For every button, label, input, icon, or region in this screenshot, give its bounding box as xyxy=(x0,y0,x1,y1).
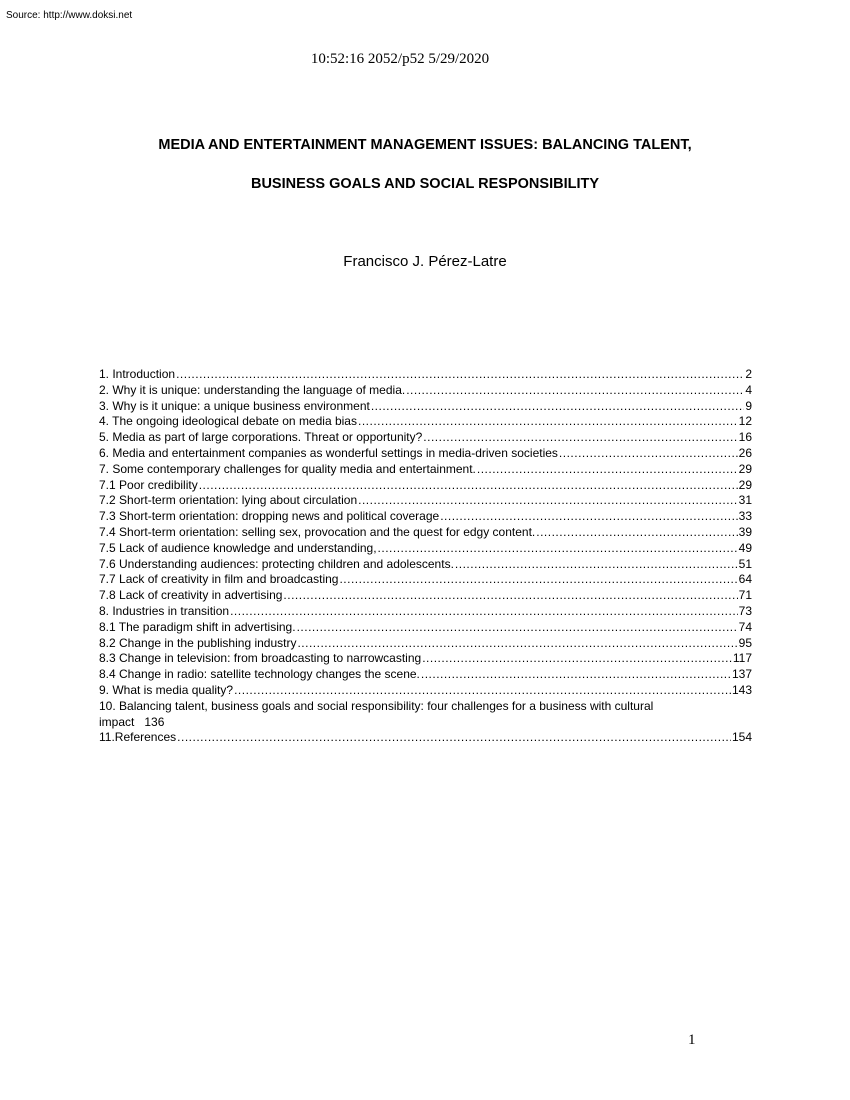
toc-entry: 5. Media as part of large corporations. Threat or opportunity? ..... 16 xyxy=(99,430,752,446)
timestamp-header: 10:52:16 2052/p52 5/29/2020 xyxy=(310,51,490,67)
toc-entry: 1. Introduction ..... 2 xyxy=(99,367,752,383)
toc-entry: 8. Industries in transition ..... 73 xyxy=(99,604,752,620)
toc-entry: 3. Why is it unique: a unique business environment ..... 9 xyxy=(99,399,752,415)
toc-entry: 8.3 Change in television: from broadcasting to narrowcasting ..... 117 xyxy=(99,651,752,667)
document-title-line-1: MEDIA AND ENTERTAINMENT MANAGEMENT ISSUES: BALANCING TALENT, xyxy=(158,137,692,153)
source-line: Source: http://www.doksi.net xyxy=(6,10,133,21)
toc-wrapped-page: 136 xyxy=(144,714,165,729)
document-title-line-2: BUSINESS GOALS AND SOCIAL RESPONSIBILITY xyxy=(250,176,600,192)
toc-wrapped-line-1: 10. Balancing talent, business goals and social responsibility: four challenges for a business with cultural xyxy=(99,698,654,713)
toc-entry: 7. Some contemporary challenges for quality media and entertainment. ..... 29 xyxy=(99,462,752,478)
toc-entry: 2. Why it is unique: understanding the language of media. ..... 4 xyxy=(99,383,752,399)
toc-entry: 11.References ..... 154 xyxy=(99,730,752,746)
toc-entry: 8.1 The paradigm shift in advertising. ..... 74 xyxy=(99,620,752,636)
toc-entry: 9. What is media quality? ..... 143 xyxy=(99,683,752,699)
toc-entry: 6. Media and entertainment companies as wonderful settings in media-driven societies ..... 26 xyxy=(99,446,752,462)
toc-entry: 7.1 Poor credibility ..... 29 xyxy=(99,478,752,494)
table-of-contents xyxy=(99,367,752,746)
toc-entry: 7.2 Short-term orientation: lying about circulation ..... 31 xyxy=(99,493,752,509)
toc-entry-wrapped xyxy=(99,699,752,731)
toc-entry: 8.4 Change in radio: satellite technology changes the scene. ..... 137 xyxy=(99,667,752,683)
toc-entry: 7.8 Lack of creativity in advertising ..... 71 xyxy=(99,588,752,604)
page-number: 1 xyxy=(688,1032,696,1048)
author-name: Francisco J. Pérez-Latre xyxy=(343,253,507,270)
toc-entry: 7.4 Short-term orientation: selling sex, provocation and the quest for edgy content. ..... 39 xyxy=(99,525,752,541)
toc-entry: 7.5 Lack of audience knowledge and understanding, ..... 49 xyxy=(99,541,752,557)
toc-entry: 7.6 Understanding audiences: protecting children and adolescents. ..... 51 xyxy=(99,557,752,573)
toc-entry: 7.7 Lack of creativity in film and broadcasting ..... 64 xyxy=(99,572,752,588)
toc-entry: 7.3 Short-term orientation: dropping news and political coverage ..... 33 xyxy=(99,509,752,525)
toc-entry: 4. The ongoing ideological debate on media bias ..... 12 xyxy=(99,414,752,430)
toc-entry: 8.2 Change in the publishing industry ..... 95 xyxy=(99,636,752,652)
toc-wrapped-line-2: impact 136 xyxy=(99,714,165,729)
